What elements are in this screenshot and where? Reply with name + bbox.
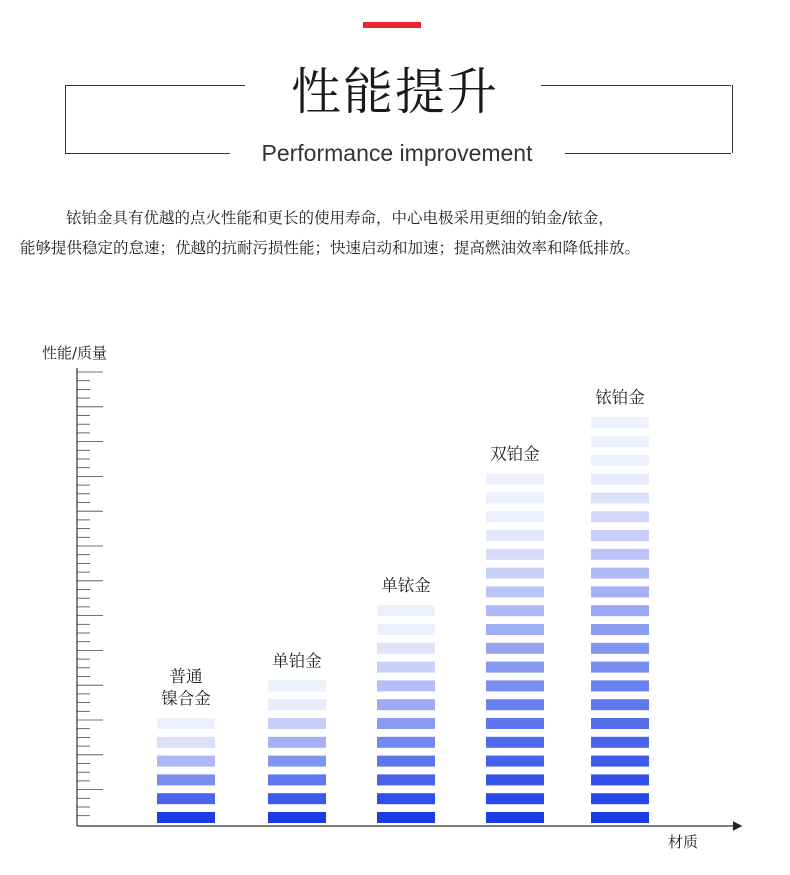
page-title: 性能提升	[291, 63, 499, 121]
bar-segment	[591, 417, 649, 428]
bar-segment	[486, 793, 544, 804]
bar-segment	[486, 812, 544, 823]
bar-segment	[377, 662, 435, 673]
bar-segment	[268, 680, 326, 691]
bar-segment	[591, 793, 649, 804]
bar-segment	[591, 680, 649, 691]
category-label: 单铂金	[272, 651, 322, 671]
x-axis-label: 材质	[668, 833, 699, 851]
bar-segment	[268, 793, 326, 804]
bar-segment	[486, 718, 544, 729]
bar	[591, 417, 649, 823]
bar	[486, 474, 544, 823]
bar-segment	[377, 643, 435, 654]
bar	[377, 605, 435, 823]
frame-line	[565, 153, 731, 154]
bar-segment	[157, 718, 215, 729]
bar-segment	[591, 605, 649, 616]
bar	[157, 718, 215, 823]
bar-segment	[486, 530, 544, 541]
description	[20, 203, 770, 263]
bar-segment	[268, 756, 326, 767]
category-label: 镍合金	[161, 689, 211, 708]
bar-segment	[591, 812, 649, 823]
bar-segment	[591, 455, 649, 466]
bar-segment	[591, 511, 649, 522]
bar-segment	[377, 774, 435, 785]
bar-segment	[268, 718, 326, 729]
bar-segment	[486, 586, 544, 597]
bar-segment	[486, 605, 544, 616]
bar-segment	[591, 774, 649, 785]
accent-bar	[363, 22, 421, 28]
bar-segment	[591, 699, 649, 710]
bar-segment	[486, 662, 544, 673]
frame-line	[541, 85, 731, 86]
bar-segment	[377, 756, 435, 767]
bar-segment	[486, 737, 544, 748]
y-axis-label: 性能/质量	[42, 344, 108, 362]
frame-line	[65, 85, 245, 86]
category-label: 铱铂金	[595, 388, 645, 408]
bar-segment	[377, 718, 435, 729]
bar-segment	[591, 643, 649, 654]
bar-segment	[268, 737, 326, 748]
bar	[268, 680, 326, 823]
bar-segment	[591, 718, 649, 729]
bar-segment	[486, 699, 544, 710]
bar-segment	[591, 756, 649, 767]
bar-segment	[486, 680, 544, 691]
bar-segment	[486, 643, 544, 654]
bar-segment	[591, 586, 649, 597]
bar-segment	[268, 774, 326, 785]
bar-segment	[268, 699, 326, 710]
bar-segment	[157, 812, 215, 823]
bar-segment	[591, 474, 649, 485]
bar-segment	[268, 812, 326, 823]
bar-segment	[157, 756, 215, 767]
description-line: 能够提供稳定的怠速；优越的抗耐污损性能；快速启动和加速；提高燃油效率和降低排放。	[20, 239, 641, 257]
bar-segment	[591, 436, 649, 447]
description-line: 铱铂金具有优越的点火性能和更长的使用寿命，中心电极采用更细的铂金/铱金，	[66, 209, 614, 227]
bar-segment	[591, 530, 649, 541]
bar-segment	[591, 662, 649, 673]
bar-segment	[591, 624, 649, 635]
y-ticks	[77, 372, 103, 816]
bar-segment	[486, 624, 544, 635]
performance-chart	[0, 320, 790, 875]
page-subtitle: Performance improvement	[261, 140, 533, 166]
bar-segment	[157, 774, 215, 785]
bar-segment	[486, 774, 544, 785]
category-label: 普通	[169, 667, 203, 686]
bar-segment	[377, 699, 435, 710]
bar-segment	[591, 492, 649, 503]
bar-segment	[377, 737, 435, 748]
bar-segment	[377, 680, 435, 691]
bar-segment	[486, 756, 544, 767]
category-label: 双铂金	[490, 444, 540, 464]
bar-segment	[157, 793, 215, 804]
bar-segment	[486, 568, 544, 579]
category-label: 单铱金	[381, 576, 431, 596]
bar-segment	[377, 624, 435, 635]
bar-segment	[377, 793, 435, 804]
bar-segment	[377, 812, 435, 823]
bar-segment	[591, 549, 649, 560]
bars	[157, 417, 649, 823]
bar-segment	[591, 568, 649, 579]
bar-segment	[591, 737, 649, 748]
bar-segment	[486, 511, 544, 522]
bar-segment	[377, 605, 435, 616]
bar-segment	[486, 474, 544, 485]
bar-segment	[486, 549, 544, 560]
bar-segment	[157, 737, 215, 748]
bar-segment	[486, 492, 544, 503]
frame-line	[65, 153, 230, 154]
category-labels	[161, 388, 645, 708]
